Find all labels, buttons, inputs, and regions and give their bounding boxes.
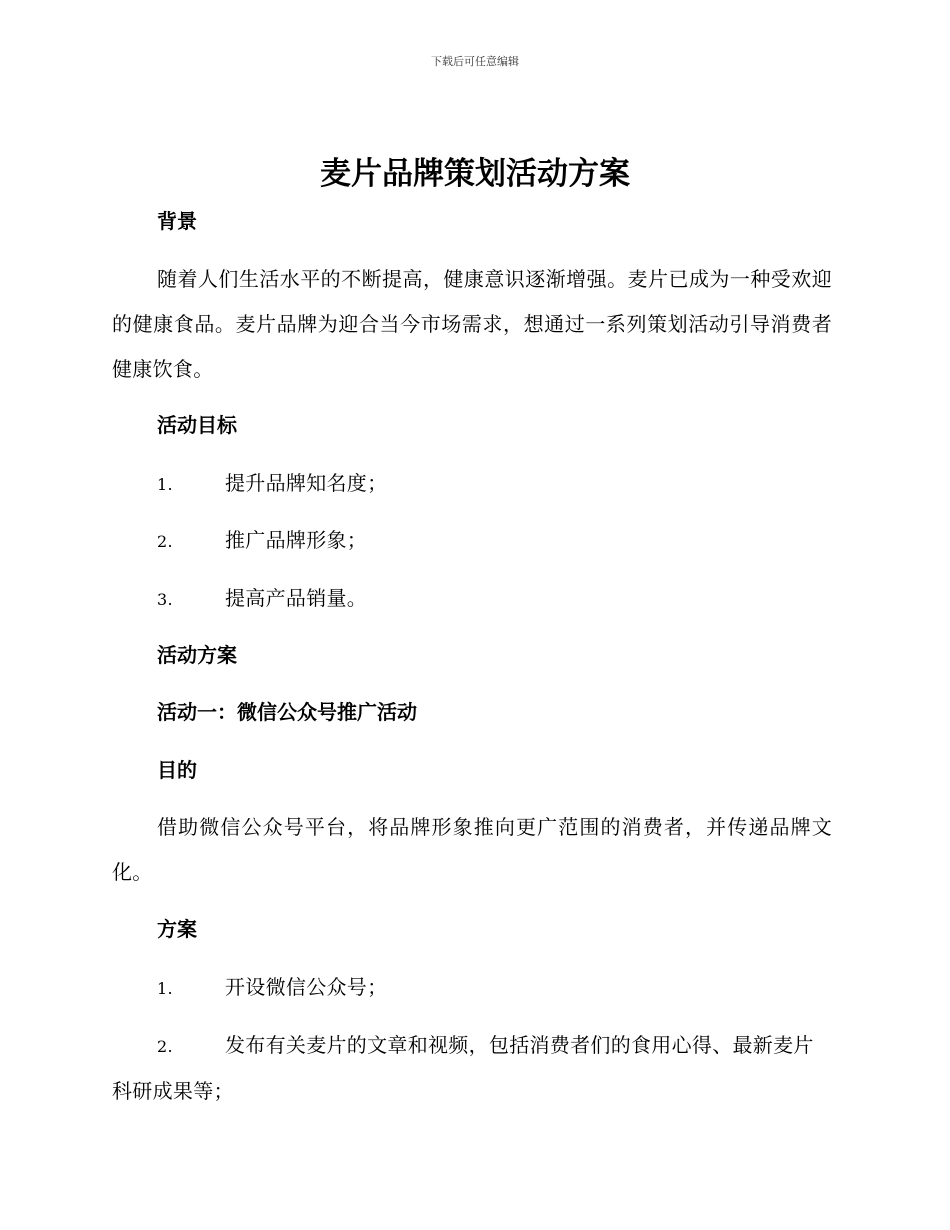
- purpose-paragraph: 借助微信公众号平台，将品牌形象推向更广范围的消费者，并传递品牌文化。: [112, 815, 832, 884]
- scheme-item-text: 开设微信公众号；: [225, 975, 388, 999]
- document-title: 麦片品牌策划活动方案: [320, 156, 630, 192]
- heading-activity-1: 活动一：微信公众号推广活动: [157, 700, 417, 724]
- heading-plan: 活动方案: [157, 643, 237, 667]
- goal-item-text: 推广品牌形象；: [225, 528, 368, 552]
- scheme-item-number: 1.: [157, 979, 173, 998]
- goal-item-text: 提升品牌知名度；: [225, 471, 388, 495]
- scheme-item-2: [112, 1023, 832, 1114]
- heading-goals: 活动目标: [157, 413, 237, 437]
- goal-item-number: 1.: [157, 475, 173, 494]
- heading-purpose: 目的: [157, 758, 197, 782]
- goal-item-text: 提高产品销量。: [225, 586, 368, 610]
- heading-scheme: 方案: [157, 917, 197, 941]
- heading-background: 背景: [157, 209, 197, 233]
- goal-item-1: [112, 461, 832, 507]
- background-paragraph: 随着人们生活水平的不断提高，健康意识逐渐增强。麦片已成为一种受欢迎的健康食品。麦片品牌为迎合当今市场需求，想通过一系列策划活动引导消费者健康饮食。: [112, 267, 832, 381]
- scheme-item-number: 2.: [157, 1037, 173, 1056]
- scheme-item-text: 发布有关麦片的文章和视频，包括消费者们的食用心得、最新麦片科研成果等；: [112, 1033, 814, 1103]
- page-header-note: 下载后可任意编辑: [431, 55, 519, 68]
- scheme-item-1: [112, 965, 832, 1011]
- goal-item-2: [112, 518, 832, 564]
- goal-item-number: 3.: [157, 590, 173, 609]
- goal-item-3: [112, 576, 832, 622]
- goal-item-number: 2.: [157, 532, 173, 551]
